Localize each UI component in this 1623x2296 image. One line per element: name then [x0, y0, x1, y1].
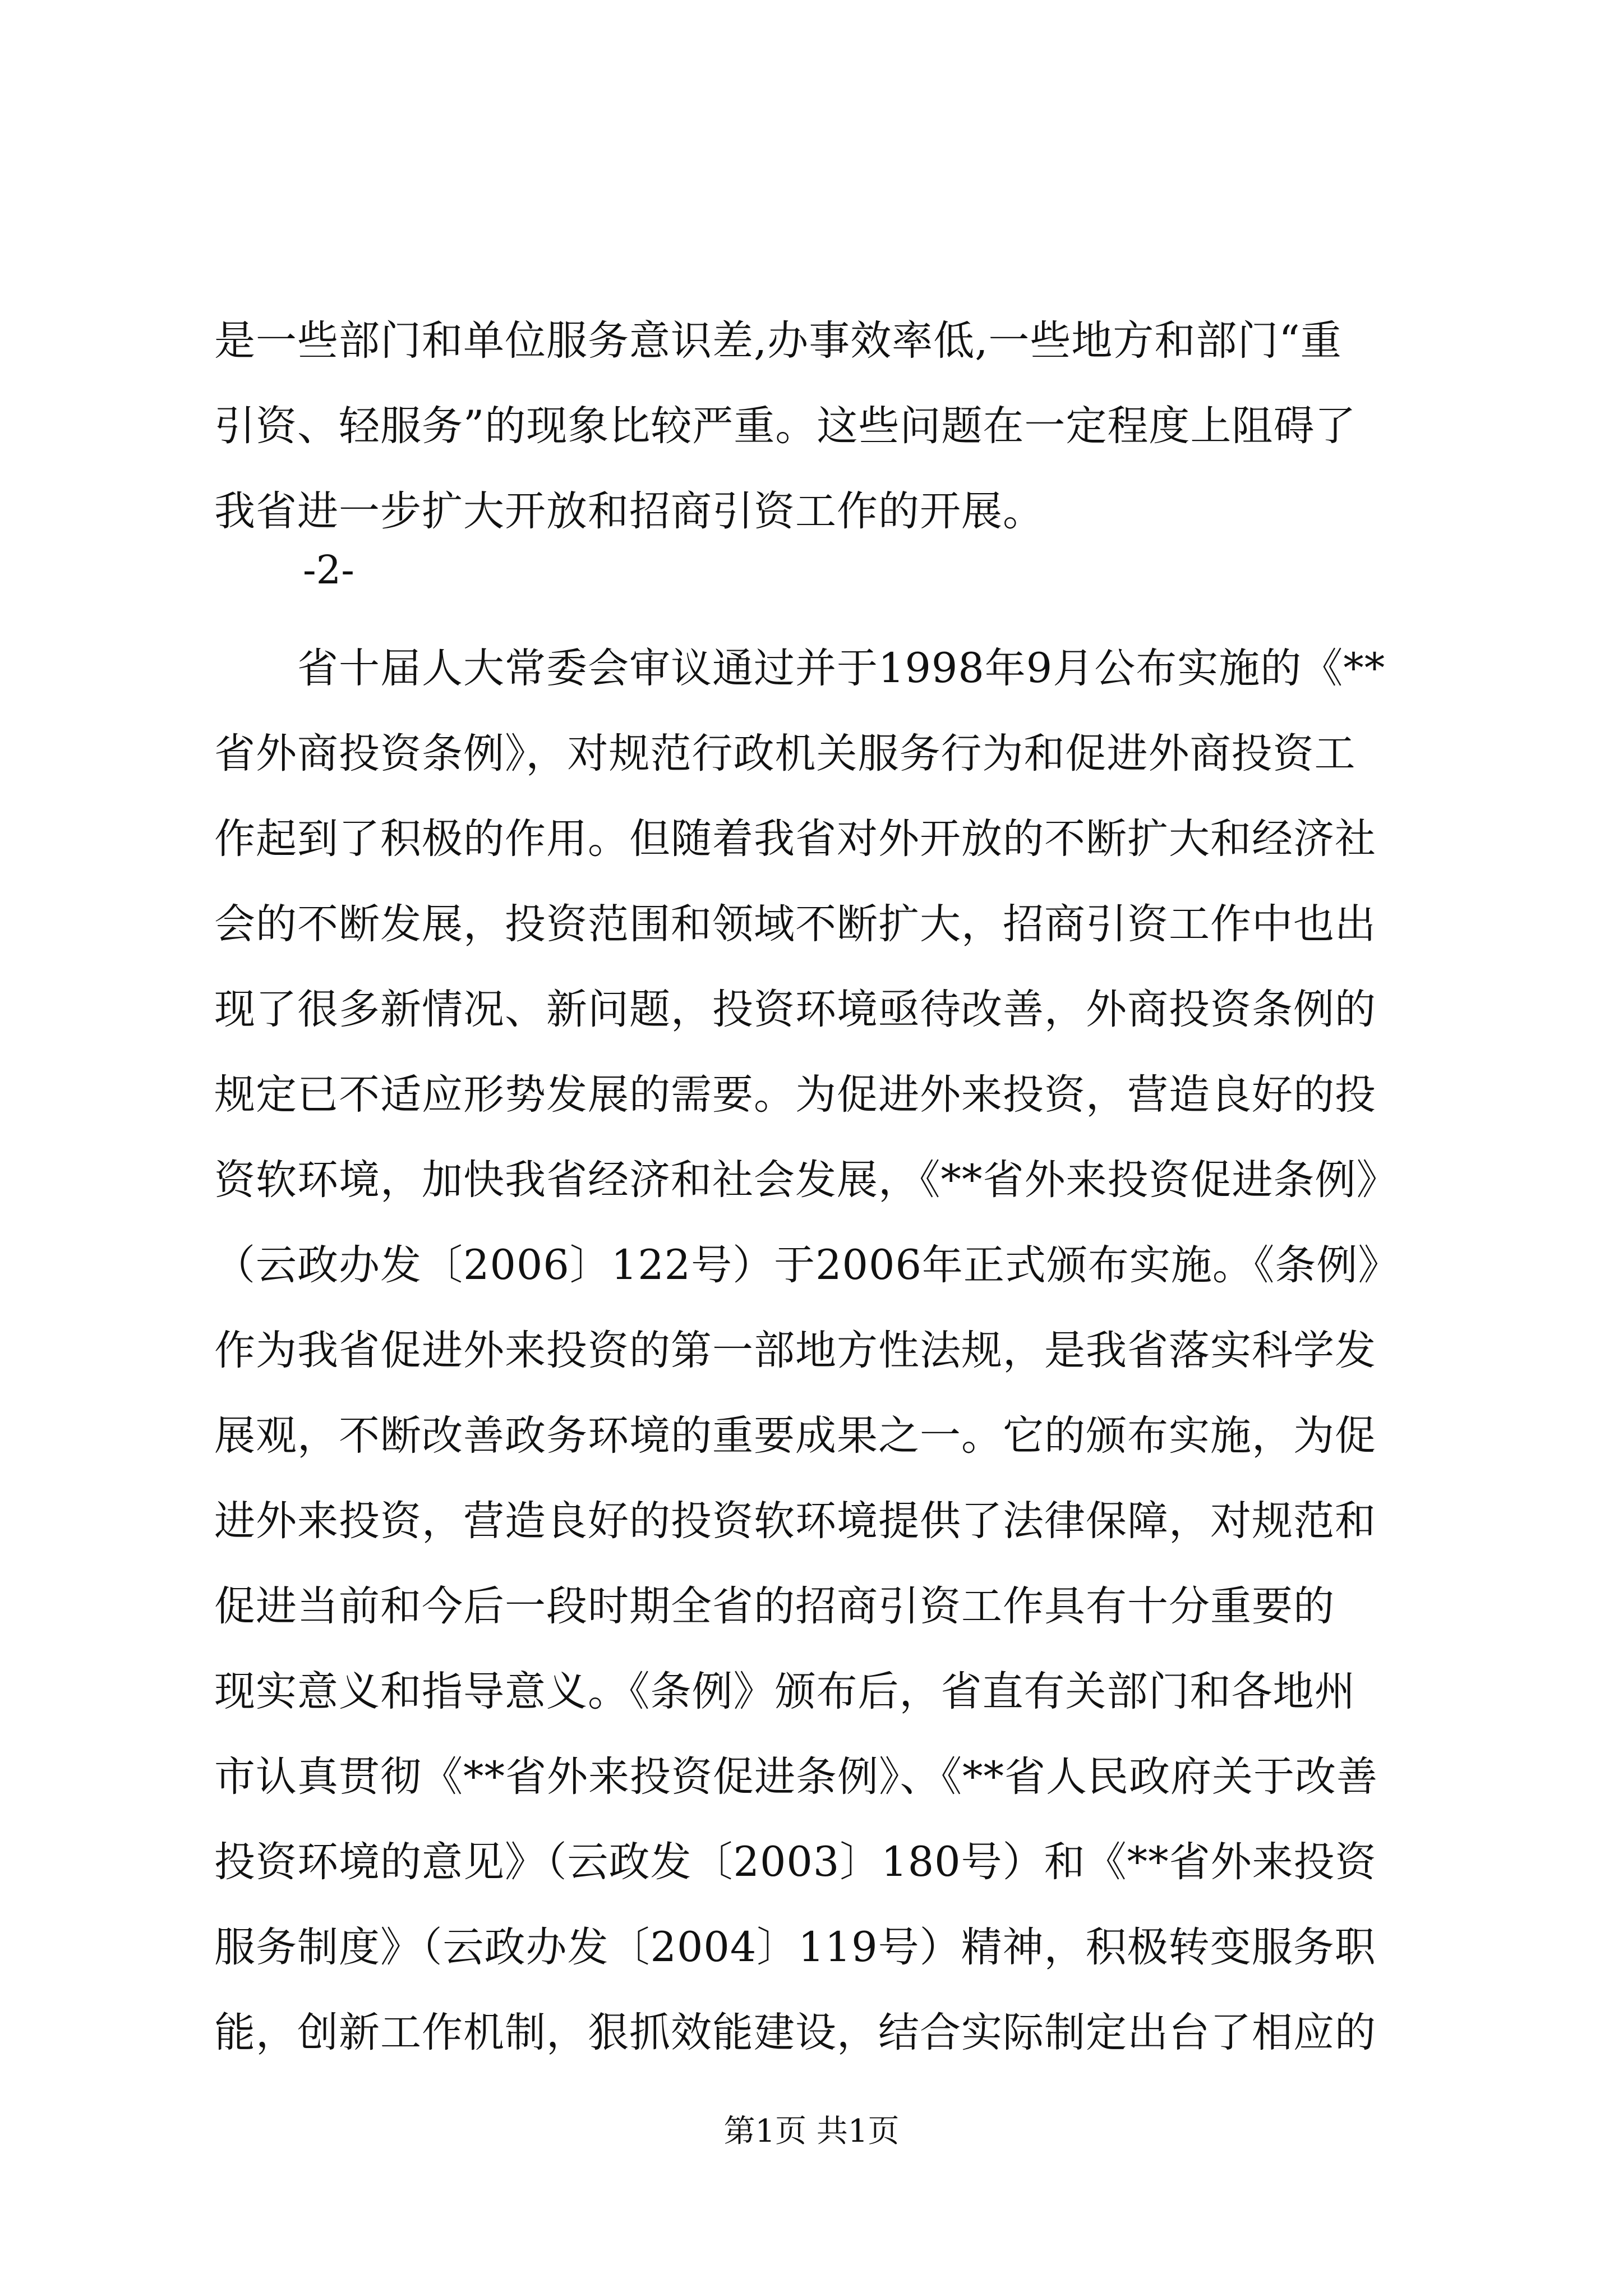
text-line: 展观，不断改善政务环境的重要成果之一。它的颁布实施，为促 — [214, 1412, 1376, 1460]
text-line: 市认真贯彻《**省外来投资促进条例》、《**省人民政府关于改善 — [214, 1753, 1378, 1801]
page-number-marker: -2- — [303, 547, 354, 593]
text-line: 促进当前和今后一段时期全省的招商引资工作具有十分重要的 — [214, 1582, 1335, 1630]
text-line: 规定已不适应形势发展的需要。为促进外来投资，营造良好的投 — [214, 1071, 1376, 1119]
text-line: 是一些部门和单位服务意识差,办事效率低,一些地方和部门“重 — [214, 317, 1342, 365]
text-line: 投资环境的意见》（云政发〔2003〕180号）和《**省外来投资 — [214, 1838, 1377, 1886]
continuation-text — [214, 298, 1426, 554]
text-line: 现了很多新情况、新问题，投资环境亟待改善，外商投资条例的 — [214, 986, 1376, 1033]
text-line: （云政办发〔2006〕122号）于2006年正式颁布实施。《条例》 — [214, 1241, 1400, 1289]
text-line: 省外商投资条例》，对规范行政机关服务行为和促进外商投资工 — [214, 730, 1356, 777]
body-paragraph — [214, 626, 1426, 2076]
text-line: 引资、轻服务”的现象比较严重。这些问题在一定程度上阻碍了 — [214, 402, 1357, 450]
text-line: 会的不断发展，投资范围和领域不断扩大，招商引资工作中也出 — [214, 900, 1376, 948]
text-line: 现实意义和指导意义。《条例》颁布后，省直有关部门和各地州 — [214, 1668, 1356, 1715]
text-line: 作起到了积极的作用。但随着我省对外开放的不断扩大和经济社 — [214, 815, 1376, 863]
text-line: 作为我省促进外来投资的第一部地方性法规，是我省落实科学发 — [214, 1327, 1376, 1374]
text-line: 资软环境，加快我省经济和社会发展，《**省外来投资促进条例》 — [214, 1156, 1398, 1204]
text-line: 省十届人大常委会审议通过并于1998年9月公布实施的《** — [214, 645, 1386, 692]
text-line: 服务制度》（云政办发〔2004〕119号）精神，积极转变服务职 — [214, 1924, 1376, 1971]
text-line: 能，创新工作机制，狠抓效能建设，结合实际制定出台了相应的 — [214, 2009, 1376, 2056]
text-line: 进外来投资，营造良好的投资软环境提供了法律保障，对规范和 — [214, 1497, 1376, 1545]
page-footer: 第1页 共1页 — [723, 2113, 900, 2150]
text-line: 我省进一步扩大开放和招商引资工作的开展。 — [214, 487, 1044, 535]
